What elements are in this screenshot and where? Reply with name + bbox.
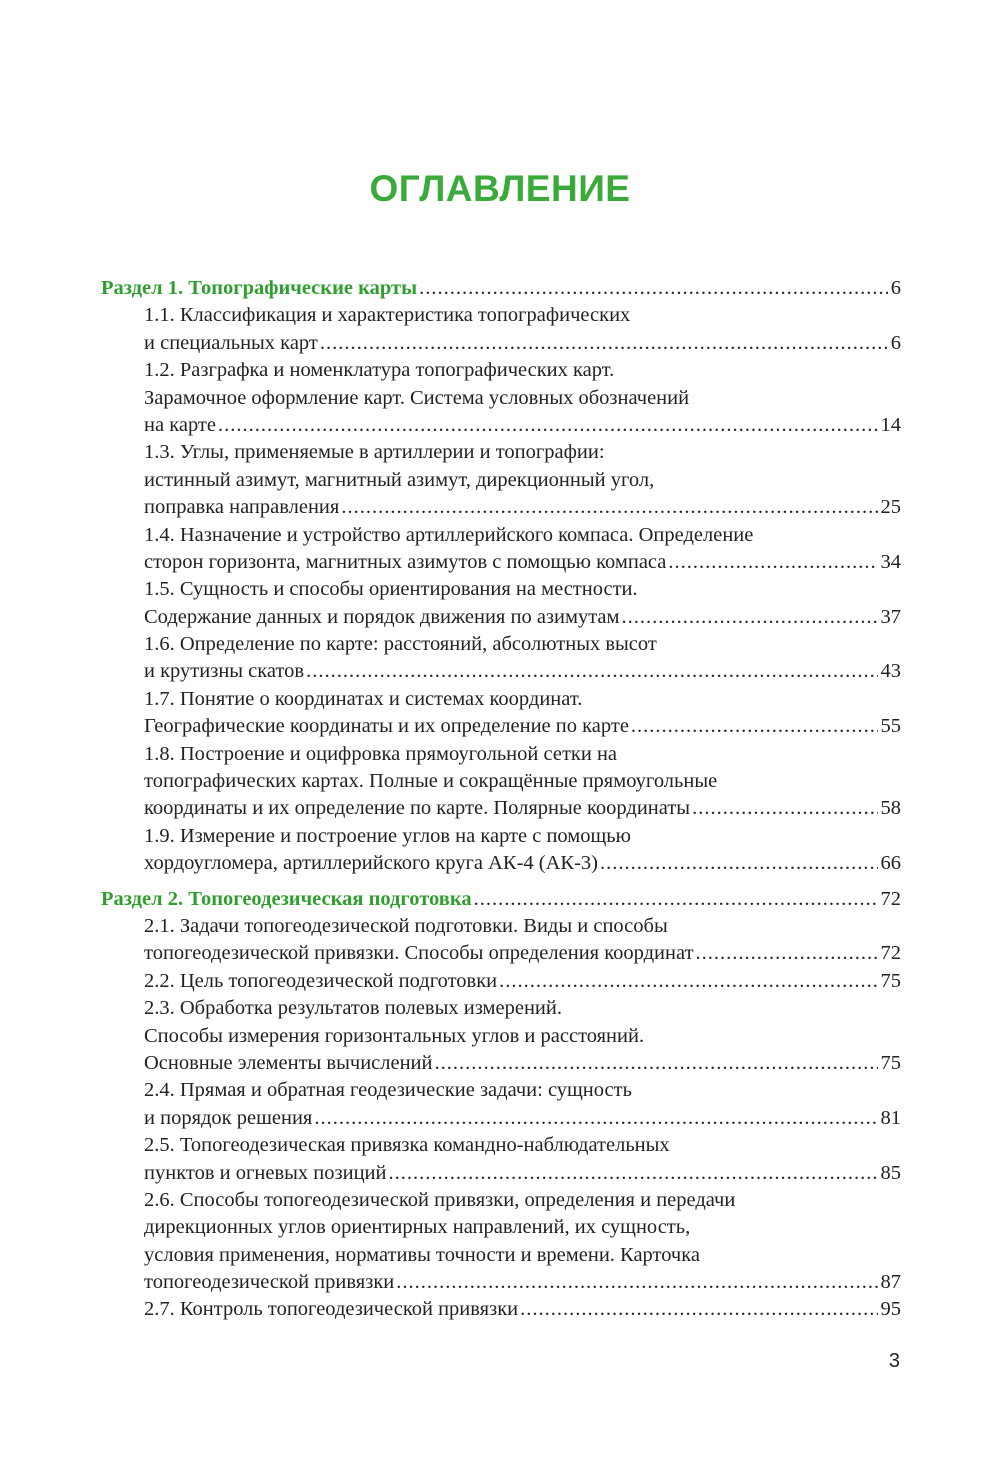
dot-leader	[631, 713, 878, 740]
entry-page: 58	[880, 797, 901, 820]
entry-text: Содержание данных и порядок движения по азимутам	[144, 605, 620, 628]
toc-entry-line	[101, 995, 901, 1022]
entry-text: поправка направления	[144, 496, 340, 519]
toc-entry-line	[101, 576, 901, 603]
toc-entry[interactable]	[101, 439, 901, 521]
entry-page: 6	[890, 331, 901, 354]
toc-entry-line	[101, 549, 901, 576]
toc-entry[interactable]	[101, 631, 901, 686]
dot-leader	[341, 494, 877, 521]
toc-entry-line	[101, 494, 901, 521]
entry-page: 75	[880, 969, 901, 992]
entry-text: и порядок решения	[144, 1106, 313, 1129]
entry-text: 1.9. Измерение и построение углов на карте с помощью	[144, 824, 631, 847]
entry-page: 81	[880, 1106, 901, 1129]
toc-entry-line	[101, 385, 901, 412]
entry-text: и специальных карт	[144, 331, 318, 354]
toc-entry-line	[101, 768, 901, 795]
dot-leader	[600, 850, 878, 877]
toc-entry-line	[101, 1214, 901, 1241]
dot-leader	[668, 549, 877, 576]
entry-page: 85	[880, 1161, 901, 1184]
toc-entry-line	[101, 1023, 901, 1050]
entry-text: 1.7. Понятие о координатах и системах координат.	[144, 687, 583, 710]
toc-entry[interactable]	[101, 522, 901, 577]
toc-entry-line	[101, 686, 901, 713]
entry-text: топографических картах. Полные и сокращённые прямоугольные	[144, 770, 718, 793]
dot-leader	[435, 1050, 878, 1077]
toc-entry-line	[101, 1160, 901, 1187]
toc-entry-line	[101, 330, 901, 357]
section-title: Раздел 1. Топографические карты	[101, 277, 418, 299]
entry-text: дирекционных углов ориентирных направлений, их сущность,	[144, 1216, 691, 1239]
toc-entry-line	[101, 604, 901, 631]
entry-text: на карте	[144, 413, 216, 436]
entry-text: 2.7. Контроль топогеодезической привязки	[144, 1298, 519, 1321]
toc-entry-line	[101, 1296, 901, 1323]
toc-entry-line	[101, 357, 901, 384]
toc-entry[interactable]	[101, 576, 901, 631]
entry-text: пунктов и огневых позиций	[144, 1161, 387, 1184]
toc-entry-line	[101, 1105, 901, 1132]
entry-text: и крутизны скатов	[144, 660, 305, 683]
section-page: 6	[890, 277, 901, 299]
section-heading[interactable]	[101, 886, 901, 913]
toc-entry-line	[101, 850, 901, 877]
entry-text: координаты и их определение по карте. Полярные координаты	[144, 797, 691, 820]
toc-entry-line	[101, 1269, 901, 1296]
entry-text: 1.6. Определение по карте: расстояний, абсолютных высот	[144, 633, 657, 656]
entry-page: 37	[880, 605, 901, 628]
table-of-contents	[101, 275, 901, 1324]
entry-text: 2.1. Задачи топогеодезической подготовки. Виды и способы	[144, 914, 668, 937]
toc-entry[interactable]	[101, 302, 901, 357]
toc-entry-line	[101, 522, 901, 549]
section-page: 72	[880, 887, 901, 910]
toc-entry[interactable]	[101, 1187, 901, 1297]
entry-text: Географические координаты и их определение по карте	[144, 715, 629, 738]
entry-text: топогеодезической привязки. Способы определения координат	[144, 942, 694, 965]
dot-leader	[419, 275, 888, 302]
entry-text: 1.5. Сущность и способы ориентирования на местности.	[144, 578, 638, 601]
toc-entry-line	[101, 713, 901, 740]
toc-entry[interactable]	[101, 1132, 901, 1187]
dot-leader	[388, 1160, 877, 1187]
page-title: ОГЛАВЛЕНИЕ	[369, 168, 631, 209]
entry-text: топогеодезической привязки	[144, 1271, 395, 1294]
entry-page: 66	[880, 852, 901, 875]
toc-entry[interactable]	[101, 995, 901, 1077]
dot-leader	[692, 795, 877, 822]
section-title: Раздел 2. Топогеодезическая подготовка	[101, 887, 472, 910]
dot-leader	[499, 968, 877, 995]
toc-entry-line	[101, 795, 901, 822]
entry-text: 2.3. Обработка результатов полевых измерений.	[144, 997, 562, 1020]
page-number: 3	[888, 1350, 900, 1372]
entry-page: 14	[880, 413, 901, 436]
entry-text: 1.4. Назначение и устройство артиллерийского компаса. Определение	[144, 523, 754, 546]
dot-leader	[396, 1269, 877, 1296]
toc-entry[interactable]	[101, 968, 901, 995]
toc-entry-line	[101, 1050, 901, 1077]
dot-leader	[520, 1296, 877, 1323]
entry-text: 1.3. Углы, применяемые в артиллерии и топографии:	[144, 441, 605, 464]
entry-page: 34	[880, 550, 901, 573]
toc-entry[interactable]	[101, 1296, 901, 1323]
toc-entry[interactable]	[101, 741, 901, 823]
toc-section	[101, 886, 901, 1324]
entry-text: 1.8. Построение и оцифровка прямоугольной сетки на	[144, 742, 618, 765]
entry-text: Зарамочное оформление карт. Система условных обозначений	[144, 386, 690, 409]
toc-entry-line	[101, 968, 901, 995]
toc-entry-line	[101, 631, 901, 658]
entry-text: 1.2. Разграфка и номенклатура топографических карт.	[144, 359, 615, 382]
toc-entry-line	[101, 940, 901, 967]
toc-entry-line	[101, 1187, 901, 1214]
toc-entry-line	[101, 412, 901, 439]
section-heading[interactable]	[101, 275, 901, 302]
toc-section	[101, 275, 901, 878]
dot-leader	[218, 412, 878, 439]
entry-page: 72	[880, 942, 901, 965]
toc-entry[interactable]	[101, 1077, 901, 1132]
toc-entry[interactable]	[101, 357, 901, 439]
entry-text: 2.2. Цель топогеодезической подготовки	[144, 969, 498, 992]
toc-entry-line	[101, 913, 901, 940]
entry-text: 1.1. Классификация и характеристика топографических	[144, 304, 631, 327]
entry-text: сторон горизонта, магнитных азимутов с помощью компаса	[144, 550, 667, 573]
toc-entry-line	[101, 741, 901, 768]
dot-leader	[320, 330, 888, 357]
entry-page: 95	[880, 1298, 901, 1321]
toc-entry[interactable]	[101, 913, 901, 968]
entry-page: 25	[880, 496, 901, 519]
toc-entry-line	[101, 1132, 901, 1159]
toc-entry[interactable]	[101, 823, 901, 878]
entry-page: 43	[880, 660, 901, 683]
entry-page: 75	[880, 1051, 901, 1074]
entry-text: 2.6. Способы топогеодезической привязки, определения и передачи	[144, 1188, 736, 1211]
entry-text: Основные элементы вычислений	[144, 1051, 433, 1074]
entry-text: истинный азимут, магнитный азимут, дирекционный угол,	[144, 468, 655, 491]
entry-page: 55	[880, 715, 901, 738]
entry-text: 2.4. Прямая и обратная геодезические задачи: сущность	[144, 1079, 632, 1102]
entry-text: Способы измерения горизонтальных углов и расстояний.	[144, 1024, 645, 1047]
toc-entry-line	[101, 1242, 901, 1269]
entry-text: хордоугломера, артиллерийского круга АК-4 (АК-3)	[144, 852, 598, 875]
toc-entry-line	[101, 467, 901, 494]
entry-text: условия применения, нормативы точности и времени. Карточка	[144, 1243, 700, 1266]
dot-leader	[622, 604, 878, 631]
toc-entry-line	[101, 439, 901, 466]
toc-entry-line	[101, 302, 901, 329]
toc-entry-line	[101, 1077, 901, 1104]
toc-entry-line	[101, 823, 901, 850]
toc-entry-line	[101, 658, 901, 685]
dot-leader	[474, 886, 878, 913]
toc-entry[interactable]	[101, 686, 901, 741]
entry-page: 87	[880, 1271, 901, 1294]
dot-leader	[696, 940, 878, 967]
dot-leader	[306, 658, 877, 685]
entry-text: 2.5. Топогеодезическая привязка командно-наблюдательных	[144, 1134, 670, 1157]
dot-leader	[314, 1105, 877, 1132]
